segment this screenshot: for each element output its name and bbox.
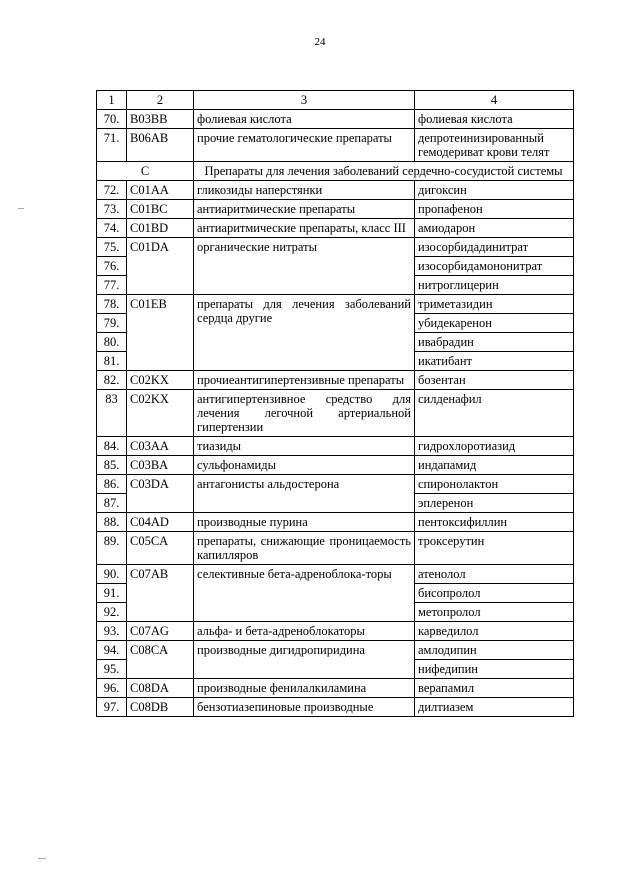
drug-name: ивабрадин (415, 333, 574, 352)
drug-name: фолиевая кислота (415, 110, 574, 129)
atc-code: C03BA (127, 456, 194, 475)
drug-name: троксерутин (415, 532, 574, 565)
row-number: 72. (97, 181, 127, 200)
row-number: 82. (97, 371, 127, 390)
drug-table (96, 90, 574, 717)
row-number: 85. (97, 456, 127, 475)
row-number: 76. (97, 257, 127, 276)
drug-name: индапамид (415, 456, 574, 475)
atc-code: C02KX (127, 371, 194, 390)
pharmacological-group: сульфонамиды (194, 456, 415, 475)
table-row (97, 679, 574, 698)
table-row (97, 110, 574, 129)
margin-mark (38, 858, 46, 859)
atc-code: B06AB (127, 129, 194, 162)
pharmacological-group: прочие гематологические препараты (194, 129, 415, 162)
drug-name: карведилол (415, 622, 574, 641)
pharmacological-group: препараты для лечения заболеваний сердца другие (194, 295, 415, 371)
pharmacological-group: прочиеантигипертензивные препараты (194, 371, 415, 390)
pharmacological-group: производные пурина (194, 513, 415, 532)
margin-mark (18, 208, 24, 209)
table-row (97, 200, 574, 219)
pharmacological-group: производные дигидропиридина (194, 641, 415, 679)
drug-name: икатибант (415, 352, 574, 371)
table-row (97, 295, 574, 314)
atc-code: C08DB (127, 698, 194, 717)
atc-code: C05CA (127, 532, 194, 565)
atc-code: C01EB (127, 295, 194, 371)
table-row (97, 698, 574, 717)
header-col-3: 3 (194, 91, 415, 110)
drug-name: гидрохлоротиазид (415, 437, 574, 456)
header-col-2: 2 (127, 91, 194, 110)
row-number: 73. (97, 200, 127, 219)
row-number: 92. (97, 603, 127, 622)
atc-code: C02KX (127, 390, 194, 437)
drug-name: пентоксифиллин (415, 513, 574, 532)
drug-name: дилтиазем (415, 698, 574, 717)
table-row (97, 641, 574, 660)
table-row (97, 513, 574, 532)
drug-name: спиронолактон (415, 475, 574, 494)
row-number: 75. (97, 238, 127, 257)
table-row (97, 475, 574, 494)
atc-code: C01BC (127, 200, 194, 219)
atc-code: C01AA (127, 181, 194, 200)
drug-name: изосорбидамононитрат (415, 257, 574, 276)
row-number: 87. (97, 494, 127, 513)
pharmacological-group: препараты, снижающие проницаемость капилляров (194, 532, 415, 565)
table-row (97, 532, 574, 565)
row-number: 80. (97, 333, 127, 352)
drug-name: изосорбидадинитрат (415, 238, 574, 257)
atc-code: C08CA (127, 641, 194, 679)
table-row (97, 390, 574, 437)
row-number: 70. (97, 110, 127, 129)
drug-name: силденафил (415, 390, 574, 437)
pharmacological-group: производные фенилалкиламина (194, 679, 415, 698)
row-number: 79. (97, 314, 127, 333)
row-number: 95. (97, 660, 127, 679)
drug-name: нитроглицерин (415, 276, 574, 295)
atc-code: C07AB (127, 565, 194, 622)
row-number: 96. (97, 679, 127, 698)
drug-name: эплеренон (415, 494, 574, 513)
row-number: 84. (97, 437, 127, 456)
pharmacological-group: антиаритмические препараты, класс III (194, 219, 415, 238)
drug-name: бозентан (415, 371, 574, 390)
pharmacological-group: альфа- и бета-адреноблокаторы (194, 622, 415, 641)
atc-code: C01BD (127, 219, 194, 238)
drug-name: амлодипин (415, 641, 574, 660)
table-row (97, 456, 574, 475)
atc-code: C03AA (127, 437, 194, 456)
row-number: 83 (97, 390, 127, 437)
atc-code: C01DA (127, 238, 194, 295)
drug-name: атенолол (415, 565, 574, 584)
table-row (97, 437, 574, 456)
atc-code: C08DA (127, 679, 194, 698)
row-number: 91. (97, 584, 127, 603)
drug-name: метопролол (415, 603, 574, 622)
drug-name: пропафенон (415, 200, 574, 219)
drug-name: депротеинизированный гемодериват крови телят (415, 129, 574, 162)
row-number: 88. (97, 513, 127, 532)
pharmacological-group: антиаритмические препараты (194, 200, 415, 219)
drug-name: верапамил (415, 679, 574, 698)
page-number: 24 (314, 36, 326, 48)
row-number: 97. (97, 698, 127, 717)
drug-name: убидекаренон (415, 314, 574, 333)
drug-name: нифедипин (415, 660, 574, 679)
table-row (97, 129, 574, 162)
section-row (97, 162, 574, 181)
table-row (97, 219, 574, 238)
row-number: 86. (97, 475, 127, 494)
row-number: 74. (97, 219, 127, 238)
drug-table-body (97, 91, 574, 717)
pharmacological-group: фолиевая кислота (194, 110, 415, 129)
table-row (97, 238, 574, 257)
pharmacological-group: антагонисты альдостерона (194, 475, 415, 513)
row-number: 89. (97, 532, 127, 565)
pharmacological-group: антигипертензивное средство для лечения легочной артериальной гипертензии (194, 390, 415, 437)
row-number: 93. (97, 622, 127, 641)
section-code: С (97, 162, 194, 181)
atc-code: C04AD (127, 513, 194, 532)
atc-code: B03BB (127, 110, 194, 129)
table-row (97, 181, 574, 200)
drug-name: амиодарон (415, 219, 574, 238)
row-number: 90. (97, 565, 127, 584)
table-row (97, 622, 574, 641)
pharmacological-group: селективные бета-адреноблока-торы (194, 565, 415, 622)
atc-code: C03DA (127, 475, 194, 513)
row-number: 78. (97, 295, 127, 314)
pharmacological-group: органические нитраты (194, 238, 415, 295)
header-col-4: 4 (415, 91, 574, 110)
section-title: Препараты для лечения заболеваний сердечно-сосудистой системы (194, 162, 574, 181)
table-row (97, 565, 574, 584)
drug-name: бисопролол (415, 584, 574, 603)
drug-name: дигоксин (415, 181, 574, 200)
row-number: 77. (97, 276, 127, 295)
header-col-1: 1 (97, 91, 127, 110)
row-number: 81. (97, 352, 127, 371)
header-row (97, 91, 574, 110)
pharmacological-group: бензотиазепиновые производные (194, 698, 415, 717)
row-number: 94. (97, 641, 127, 660)
drug-name: триметазидин (415, 295, 574, 314)
pharmacological-group: тиазиды (194, 437, 415, 456)
table-row (97, 371, 574, 390)
atc-code: C07AG (127, 622, 194, 641)
pharmacological-group: гликозиды наперстянки (194, 181, 415, 200)
row-number: 71. (97, 129, 127, 162)
